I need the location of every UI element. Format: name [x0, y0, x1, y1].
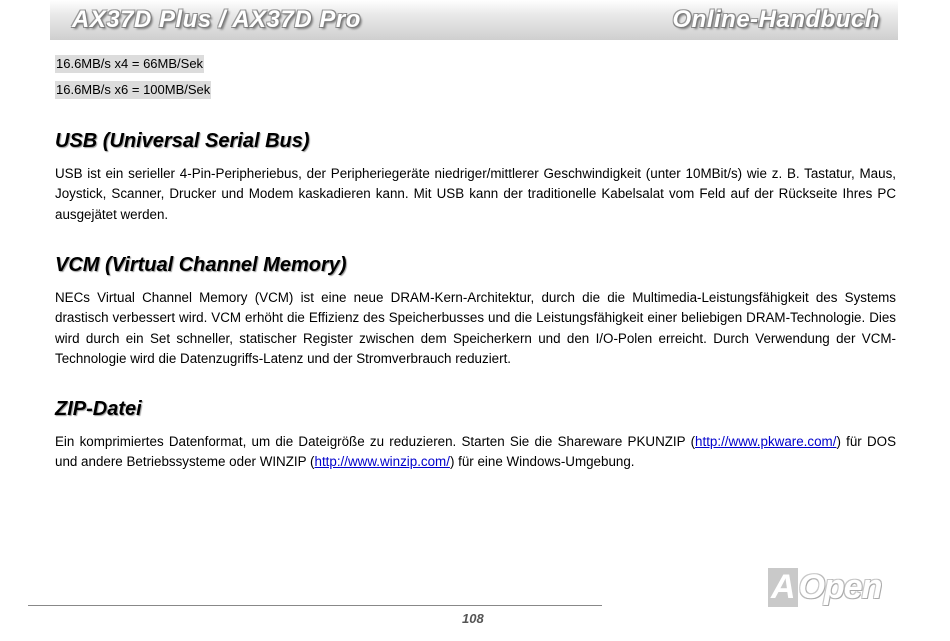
footer-divider	[28, 605, 602, 606]
aopen-logo-box-letter: A	[768, 568, 798, 607]
page-number: 108	[462, 611, 484, 626]
page-header	[50, 0, 898, 40]
vcm-heading: VCM (Virtual Channel Memory)	[55, 254, 347, 276]
zip-text-part-2: ) für DOS und andere Betriebssysteme oder WINZIP (	[55, 434, 896, 470]
spec-line-x6: 16.6MB/s x6 = 100MB/Sek	[56, 82, 211, 97]
aopen-logo	[768, 568, 892, 608]
zip-heading: ZIP-Datei	[55, 398, 142, 420]
winzip-link[interactable]: http://www.winzip.com/	[314, 454, 450, 470]
zip-text-part-3: ) für eine Windows-Umgebung.	[449, 454, 635, 470]
pkware-link[interactable]: http://www.pkware.com/	[695, 434, 837, 449]
spec-line-x4: 16.6MB/s x4 = 66MB/Sek	[56, 56, 204, 71]
aopen-logo-text: Open	[798, 568, 882, 606]
usb-heading: USB (Universal Serial Bus)	[55, 130, 310, 152]
online-manual-label: Online-Handbuch	[672, 6, 880, 33]
zip-paragraph	[55, 432, 896, 473]
vcm-paragraph: NECs Virtual Channel Memory (VCM) ist eine neue DRAM-Kern-Architektur, durch die die Multimedia-Leistungsfähigkeit des Systems drastisch verbessert wird. VCM erhöht die Effizienz des Speicherbusses und die Leistungsfähigkeit einer beliebigen DRAM-Technologie. Dies wird durch ein Set schneller, statischer Register zwischen dem Speicherkern und den I/O-Polen erreicht. Durch Verwendung der VCM-Technologie wird die Datenzugriffs-Latenz und der Stromverbrauch reduziert.	[55, 290, 896, 366]
manual-title: AX37D Plus / AX37D Pro	[72, 6, 361, 33]
usb-paragraph: USB ist ein serieller 4-Pin-Peripheriebus, der Peripheriegeräte niedriger/mittlerer Geschwindigkeit (unter 10MBit/s) wie z. B. Tastatur, Maus, Joystick, Scanner, Drucker und Modem kaskadieren kann. Mit USB kann der traditionelle Kabelsalat vom Feld auf der Rückseite Ihres PC ausgejätet werden.	[55, 166, 896, 222]
zip-text-part-1: Ein komprimiertes Datenformat, um die Dateigröße zu reduzieren. Starten Sie die Shareware PKUNZIP (	[55, 434, 696, 449]
